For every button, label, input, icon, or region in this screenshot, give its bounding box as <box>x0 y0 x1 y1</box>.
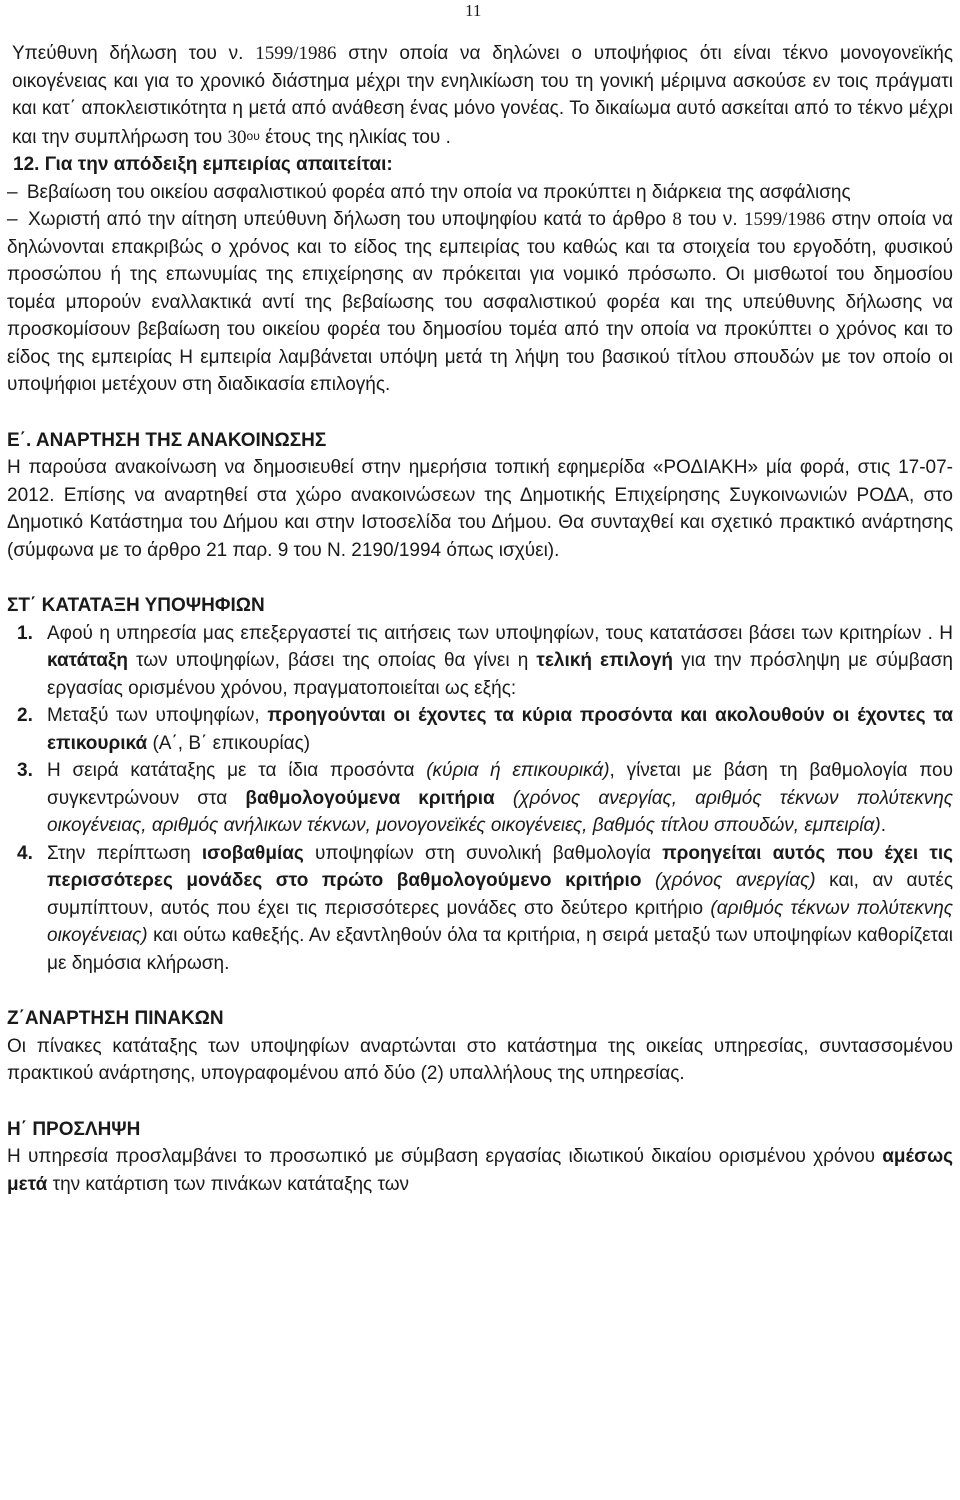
item-text: και ούτω καθεξής. Αν εξαντληθούν όλα τα κριτήρια, η σειρά μεταξύ των υποψηφίων καθορίζεται με δημόσια κλήρωση. <box>47 925 953 974</box>
item-text: των υποψηφίων, βάσει της οποίας θα γίνει η <box>136 650 529 671</box>
bullet-2-text-b: του ν. <box>688 209 738 230</box>
item-bold-text: τελική επιλογή <box>536 650 674 671</box>
item-text: για την πρόσληψη με σύμβαση εργασίας ορισμένου χρόνου, πραγματοποιείται ως εξής: <box>47 650 953 699</box>
article-number: 8 <box>672 209 682 230</box>
item-bold-text: προηγούνται οι έχοντες τα κύρια προσόντα και ακολουθούν οι έχοντες τα επικουρικά <box>47 705 954 754</box>
section-h-text: Η υπηρεσία προσλαμβάνει το προσωπικό με σύμβαση εργασίας ιδιωτικού δικαίου ορισμένου χρόνου <box>7 1146 875 1167</box>
item-12-heading: Για την απόδειξη εμπειρίας απαιτείται: <box>44 154 393 175</box>
item-text: Στην περίπτωση <box>47 842 191 864</box>
item-text: υποψηφίων στη συνολική βαθμολογία <box>315 842 651 864</box>
law-reference: 1599/1986 <box>255 43 337 64</box>
item-bold-text: ισοβαθμίας <box>201 842 304 864</box>
section-e-body: Η παρούσα ανακοίνωση να δημοσιευθεί στην ημερήσια τοπική εφημερίδα «ΡΟΔΙΑΚΗ» μία φορά, στις 17-07-2012. Επίσης να αναρτηθεί στα χώρο ανακοινώσεων της Δημοτικής Επιχείρησης Συγκοινωνιών ΡΟΔΑ, στο Δημοτικό Κατάστημα του Δήμου και στην Ιστοσελίδα του Δήμου. Θα συνταχθεί και σχετικό πρακτικό ανάρτησης (σύμφωνα με το άρθρο 21 παρ. 9 του Ν. 2190/1994 όπως ισχύει). <box>7 457 953 561</box>
section-h-bold-text: αμέσως μετά <box>7 1146 954 1195</box>
list-item <box>7 702 953 757</box>
section-h-text: την κατάρτιση των πινάκων κατάταξης των <box>52 1173 410 1195</box>
item-12-bullet-1 <box>7 179 953 207</box>
dash-marker: – <box>7 209 18 230</box>
document-body <box>7 40 953 1198</box>
intro-paragraph <box>7 40 953 151</box>
intro-text-1: Υπεύθυνη δήλωση του ν. <box>12 43 244 64</box>
item-text: (Α΄, Β΄ επικουρίας) <box>152 732 311 754</box>
item-text: Μεταξύ των υποψηφίων, <box>47 705 260 726</box>
intro-text-2: στην οποία να δηλώνει ο υποψήφιος ότι είναι τέκνο μονογονεϊκής οικογένειας και για το χρονικό διάστημα μέχρι την ενηλικίωση του τη γονική μέριμνα ασκούσε εν τοις πράγματι και κατ΄ αποκλειστικότητα η μετά από ανάθεση ένας μόνο γονέας. Το δικαίωμα αυτό ασκείται από το τέκνο μέχρι και την συμπλήρωση του <box>12 43 954 148</box>
item-12-title <box>7 151 953 179</box>
intro-text-3: έτους της ηλικίας του . <box>265 126 451 148</box>
age-ordinal: ου <box>246 128 260 143</box>
item-italic-text: (αριθμός τέκνων πολύτεκνης οικογένειας) <box>47 897 954 946</box>
item-text: Αφού η υπηρεσία μας επεξεργαστεί τις αιτήσεις των υποψηφίων, τους κατατάσσει βάσει των κριτηρίων . Η <box>47 622 953 644</box>
list-item-number: 2. <box>17 705 33 726</box>
item-text: Η σειρά κατάταξης με τα ίδια προσόντα <box>47 760 415 781</box>
dash-marker: – <box>7 181 18 203</box>
section-z-heading: Ζ΄ΑΝΑΡΤΗΣΗ ΠΙΝΑΚΩΝ <box>7 1008 224 1029</box>
item-bold-text: προηγείται αυτός που έχει τις περισσότερες μονάδες στο πρώτο βαθμολογούμενο κριτήριο <box>47 842 954 891</box>
list-item-number: 3. <box>17 760 33 781</box>
item-italic-text: (χρόνος ανεργίας, αριθμός τέκνων πολύτεκνης οικογένειας, αριθμός ανήλικων τέκνων, μονογονεϊκές οικογένειες, βαθμός τίτλου σπουδών, εμπειρία) <box>47 787 954 836</box>
list-item <box>7 757 953 840</box>
page-number: 11 <box>465 1 482 20</box>
law-reference: 1599/1986 <box>743 209 826 230</box>
item-italic-text: (χρόνος ανεργίας) <box>654 870 816 891</box>
item-bold-text: κατάταξη <box>47 650 128 671</box>
item-text: , γίνεται με βάση τη βαθμολογία που συγκεντρώνουν στα <box>47 760 954 809</box>
list-item <box>7 840 953 978</box>
item-12-number: 12. <box>13 154 40 175</box>
bullet-2-text-c: στην οποία να δηλώνονται επακριβώς ο χρόνος και το είδος της εμπειρίας του καθώς και τα στοιχεία του εργοδότη, φυσικού προσώπου ή της επωνυμίας της επιχείρησης αν πρόκειται για νομικό πρόσωπο. Οι μισθωτοί του δημοσίου τομέα μπορούν εναλλακτικά αντί της βεβαίωσης του ασφαλιστικού φορέα και της υπεύθυνης δήλωσης να προσκομίσουν βεβαίωση του οικείου φορέα του δημοσίου τομέα από την οποία να προκύπτει ο χρόνος και το είδος της εμπειρίας Η εμπειρία λαμβάνεται υπόψη μετά τη λήψη του βασικού τίτλου σπουδών με τον οποίο οι υποψήφιοι μετέχουν στη διαδικασία επιλογής. <box>7 209 954 395</box>
item-12-bullet-2 <box>7 206 953 399</box>
age-number: 30 <box>227 126 247 148</box>
list-item-number: 1. <box>17 622 33 644</box>
section-h-body <box>7 1143 953 1198</box>
list-item <box>7 620 953 703</box>
item-italic-text: (κύρια ή επικουρικά) <box>426 760 610 781</box>
bullet-1-text: Βεβαίωση του οικείου ασφαλιστικού φορέα από την οποία να προκύπτει η διάρκεια της ασφάλισης <box>26 181 851 203</box>
item-text: . <box>880 815 886 836</box>
section-h-heading: Η΄ ΠΡΟΣΛΗΨΗ <box>7 1118 141 1140</box>
ranking-criteria-list <box>7 620 953 978</box>
section-st-heading: ΣΤ΄ ΚΑΤΑΤΑΞΗ ΥΠΟΨΗΦΙΩΝ <box>7 595 265 616</box>
section-z-body: Οι πίνακες κατάταξης των υποψηφίων αναρτώνται στο κατάστημα της οικείας υπηρεσίας, συντασσομένου πρακτικού ανάρτησης, υπογραφομένου από δύο (2) υπαλλήλους της υπηρεσίας. <box>7 1035 953 1084</box>
item-text: και, αν αυτές συμπίπτουν, αυτός που έχει τις περισσότερες μονάδες στο δεύτερο κριτήριο <box>47 870 953 919</box>
bullet-2-text-a: Χωριστή από την αίτηση υπεύθυνη δήλωση του υποψηφίου κατά το άρθρο <box>27 209 667 230</box>
section-e-heading: Ε΄. ΑΝΑΡΤΗΣΗ ΤΗΣ ΑΝΑΚΟΙΝΩΣΗΣ <box>7 429 327 451</box>
list-item-number: 4. <box>17 842 33 864</box>
item-bold-text: βαθμολογούμενα κριτήρια <box>245 787 495 809</box>
